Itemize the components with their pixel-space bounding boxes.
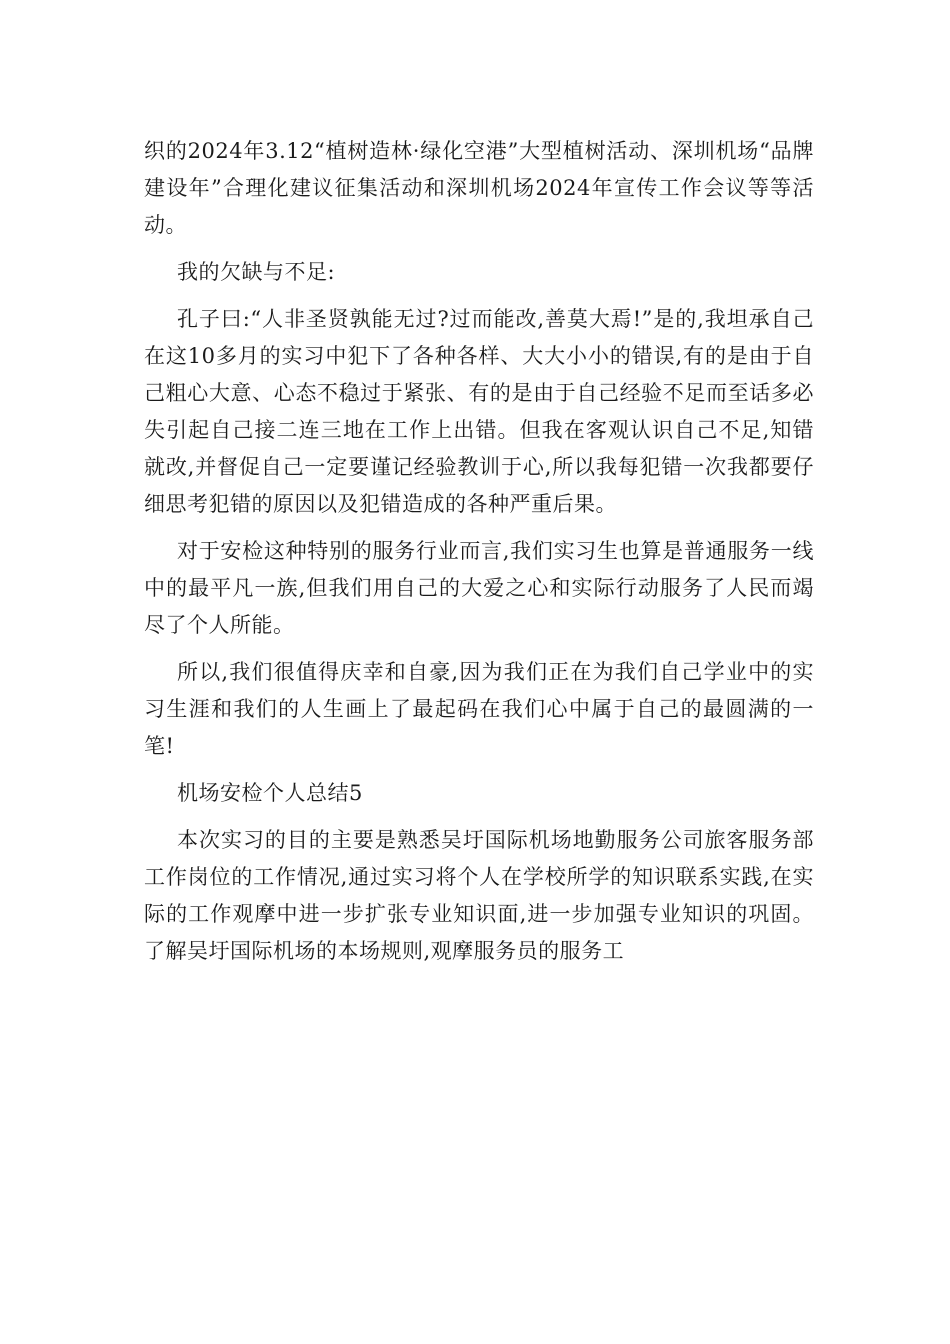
paragraph-gap <box>144 291 814 301</box>
section-title-summary-5: 机场安检个人总结5 <box>177 781 363 805</box>
paragraph-gap <box>144 644 814 654</box>
paragraph-gap <box>144 523 814 533</box>
paragraph-4: 对于安检这种特别的服务行业而言,我们实习生也算是普通服务一线中的最平凡一族,但我们用自己的大爱之心和实际行动服务了人民而竭尽了个人所能。 <box>144 539 814 637</box>
paragraph-3: 孔子曰:“人非圣贤孰能无过?过而能改,善莫大焉!”是的,我坦承自己在这10多月的实习中犯下了各种各样、大大小小的错误,有的是由于自己粗心大意、心态不稳过于紧张、有的是由于自己经验不足而至话多必失引起自己接二连三地在工作上出错。但我在客观认识自己不足,知错就改,并督促自己一定要谨记经验教训于心,所以我每犯错一次我都要仔细思考犯错的原因以及犯错造成的各种严重后果。 <box>144 307 814 516</box>
paragraph-gap <box>144 812 814 822</box>
paragraph-7: 本次实习的目的主要是熟悉吴圩国际机场地勤服务公司旅客服务部工作岗位的工作情况,通过实习将个人在学校所学的知识联系实践,在实际的工作观摩中进一步扩张专业知识面,进一步加强专业知识的巩固。了解吴圩国际机场的本场规则,观摩服务员的服务工 <box>144 828 814 963</box>
paragraph-gap <box>144 765 814 775</box>
paragraph-gap <box>144 244 814 254</box>
paragraph-2-heading-shortcomings: 我的欠缺与不足: <box>177 260 336 284</box>
paragraph-1: 织的2024年3.12“植树造林·绿化空港”大型植树活动、深圳机场“品牌建设年”合理化建议征集活动和深圳机场2024年宣传工作会议等等活动。 <box>144 139 814 237</box>
document-body <box>144 133 814 970</box>
paragraph-5: 所以,我们很值得庆幸和自豪,因为我们正在为我们自己学业中的实习生涯和我们的人生画上了最起码在我们心中属于自己的最圆满的一笔! <box>144 660 814 758</box>
